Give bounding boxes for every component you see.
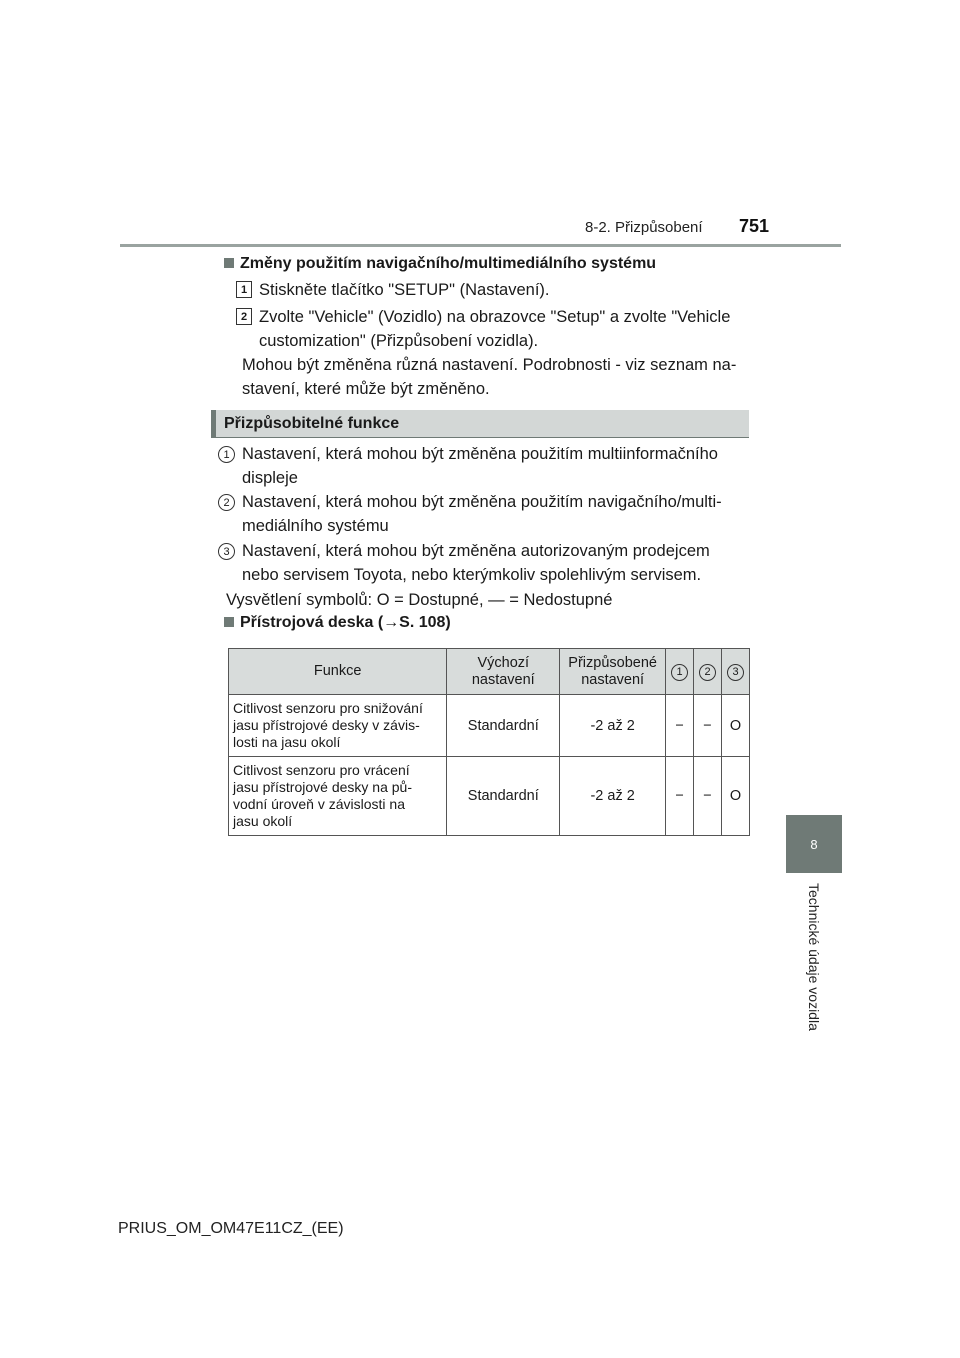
availability-cell: O	[722, 695, 750, 757]
customizable-functions-banner: Přizpůsobitelné funkce	[211, 410, 749, 437]
banner-underline	[211, 437, 749, 438]
header-function: Funkce	[229, 649, 447, 695]
availability-cell: O	[722, 757, 750, 836]
square-bullet-icon	[224, 617, 234, 627]
custom-cell: -2 až 2	[560, 757, 666, 836]
section-title: 8-2. Přizpůsobení	[585, 219, 703, 236]
circled-number-icon: 1	[671, 664, 688, 681]
header-col-3	[722, 649, 750, 695]
table-row	[229, 695, 750, 757]
function-cell: Citlivost senzoru pro vrácení jasu přístrojové desky na pů- vodní úroveň v závislosti na jasu okolí	[229, 757, 447, 836]
legend-number-icon: 1	[218, 446, 235, 463]
symbols-note: Vysvětlení symbolů: O = Dostupné, — = Nedostupné	[226, 591, 613, 609]
legend-item: Nastavení, která mohou být změněna použitím multiinformačního displeje	[242, 445, 718, 487]
square-bullet-icon	[224, 258, 234, 268]
legend-item: Nastavení, která mohou být změněna použitím navigačního/multi- mediálního systému	[242, 493, 722, 535]
section-heading-navigation: Změny použitím navigačního/multimediálního systému	[224, 255, 656, 273]
legend-number-icon: 3	[218, 543, 235, 560]
header-customized: Přizpůsobené nastavení	[560, 649, 666, 695]
availability-cell: −	[694, 695, 722, 757]
availability-cell: −	[666, 695, 694, 757]
legend-item: Nastavení, která mohou být změněna autorizovaným prodejcem nebo servisem Toyota, nebo kterýmkoliv spolehlivým servisem.	[242, 542, 710, 584]
chapter-tab	[786, 815, 842, 873]
step-number: 2	[236, 308, 252, 325]
table-header-row	[229, 649, 750, 695]
functions-table	[228, 648, 750, 836]
header-default: Výchozí nastavení	[447, 649, 560, 695]
header-divider	[120, 244, 841, 247]
step-text: Zvolte "Vehicle" (Vozidlo) na obrazovce "Setup" a zvolte "Vehicle customization" (Přizpůsobení vozidla).	[259, 308, 731, 350]
section-heading-instrument-panel: Přístrojová deska (→S. 108)	[224, 614, 451, 632]
circled-number-icon: 3	[727, 664, 744, 681]
default-cell: Standardní	[447, 695, 560, 757]
header-col-1	[666, 649, 694, 695]
step-text: Stiskněte tlačítko "SETUP" (Nastavení).	[259, 281, 550, 299]
custom-cell: -2 až 2	[560, 695, 666, 757]
default-cell: Standardní	[447, 757, 560, 836]
circled-number-icon: 2	[699, 664, 716, 681]
info-note: Mohou být změněna různá nastavení. Podrobnosti - viz seznam na- stavení, které může být změněno.	[242, 356, 737, 398]
table-row	[229, 757, 750, 836]
chapter-number: 8	[810, 836, 818, 852]
availability-cell: −	[694, 757, 722, 836]
availability-cell: −	[666, 757, 694, 836]
function-cell: Citlivost senzoru pro snižování jasu přístrojové desky v závis- losti na jasu okolí	[229, 695, 447, 757]
legend-number-icon: 2	[218, 494, 235, 511]
step-number: 1	[236, 281, 252, 298]
document-code: PRIUS_OM_OM47E11CZ_(EE)	[118, 1220, 344, 1237]
page-number: 751	[739, 216, 770, 236]
chapter-title: Technické údaje vozidla	[806, 883, 822, 1031]
header-col-2	[694, 649, 722, 695]
